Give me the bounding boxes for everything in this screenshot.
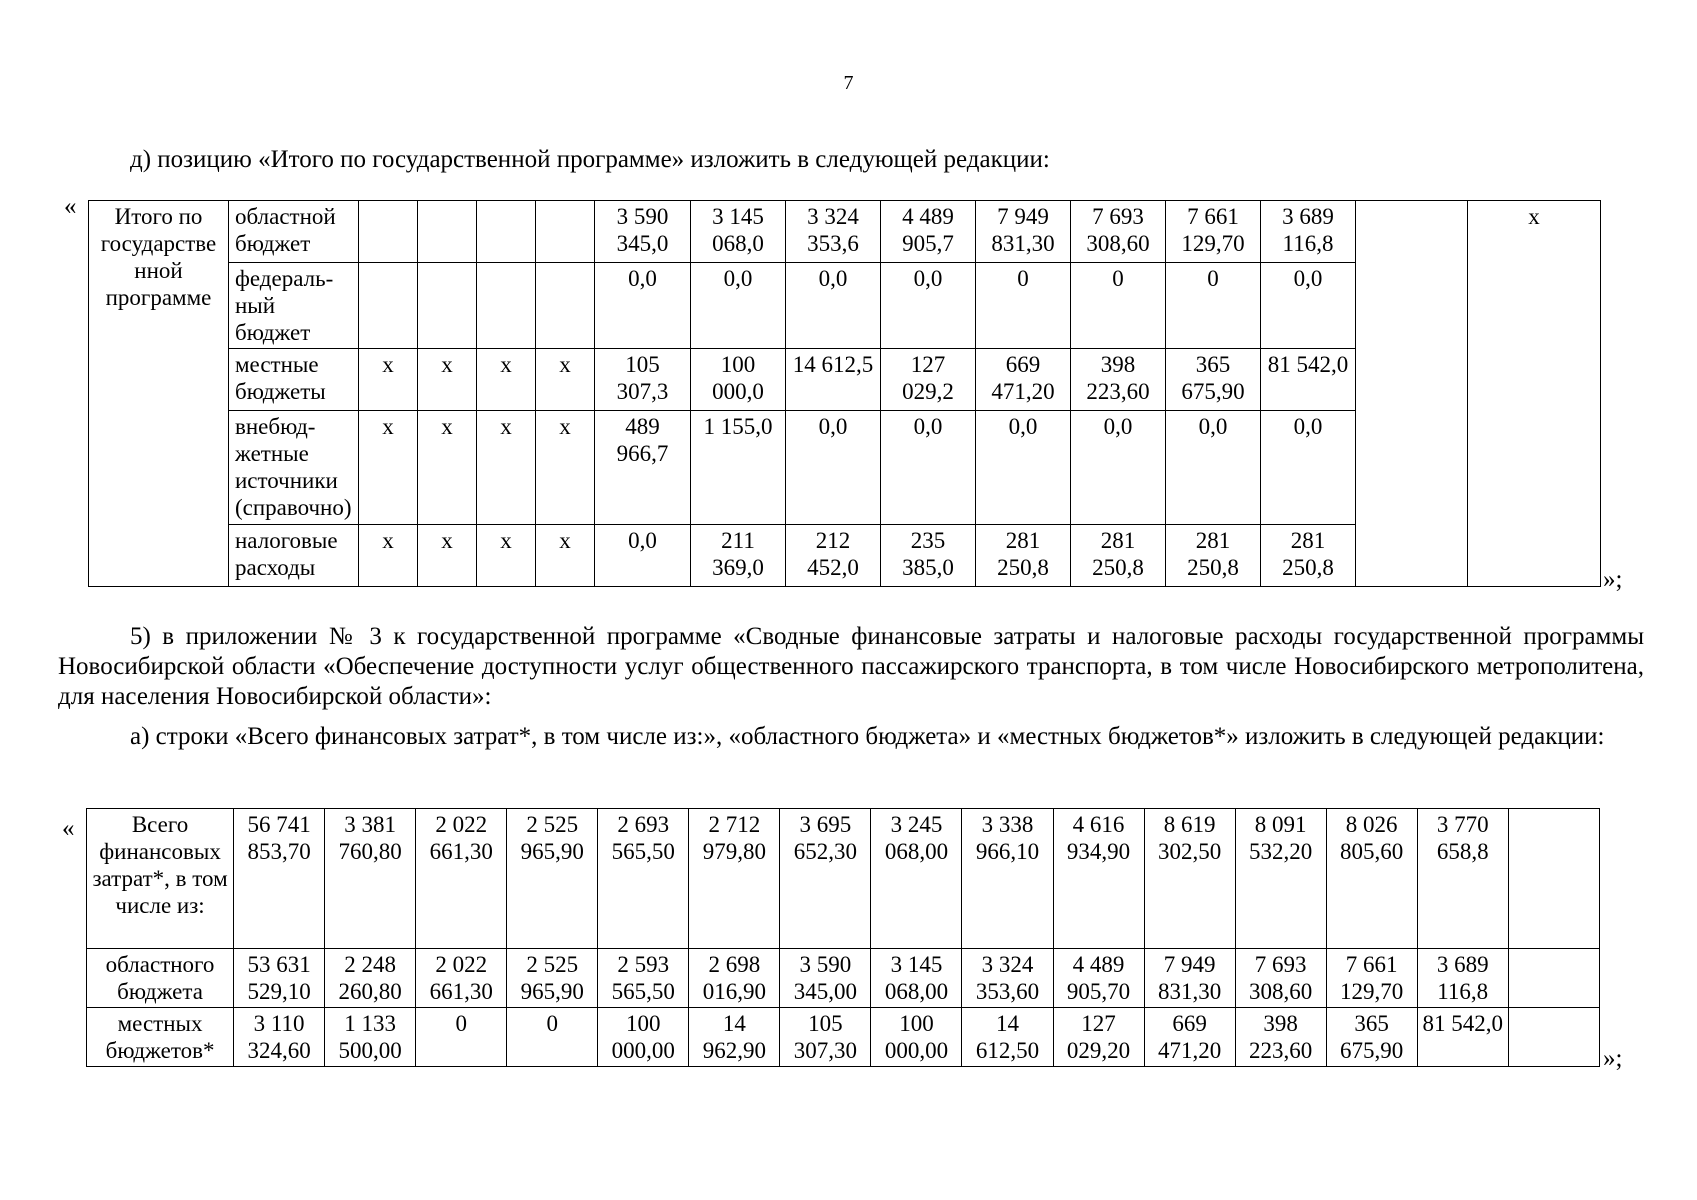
value-cell: 8 091 532,20: [1235, 809, 1326, 949]
value-cell: 1 155,0: [691, 411, 786, 525]
row-label-cell: Всего финансовых затрат*, в том числе из:: [87, 809, 234, 949]
value-cell: 100 000,0: [691, 349, 786, 411]
value-cell: 2 248 260,80: [325, 949, 416, 1008]
row-label-cell: областного бюджета: [87, 949, 234, 1008]
value-cell: 0,0: [786, 411, 881, 525]
value-cell: 14 612,5: [786, 349, 881, 411]
value-cell: 0,0: [595, 263, 691, 349]
value-cell: 0: [507, 1008, 598, 1067]
value-cell: 669 471,20: [976, 349, 1071, 411]
value-cell: 1 133 500,00: [325, 1008, 416, 1067]
value-cell: 7 949 831,30: [976, 201, 1071, 263]
mark-cell: х: [477, 411, 536, 525]
value-cell: 3 324 353,6: [786, 201, 881, 263]
value-cell: 56 741 853,70: [234, 809, 325, 949]
row-label-cell: местных бюджетов*: [87, 1008, 234, 1067]
value-cell: 3 590 345,0: [595, 201, 691, 263]
total-program-table: [88, 200, 1601, 587]
source-label-cell: налоговые расходы: [229, 525, 359, 587]
mark-cell: х: [418, 411, 477, 525]
value-cell: 0,0: [1166, 411, 1261, 525]
mark-cell: [359, 263, 418, 349]
value-cell: 2 698 016,90: [689, 949, 780, 1008]
value-cell: 3 145 068,00: [871, 949, 962, 1008]
mark-cell: [477, 263, 536, 349]
value-cell: 0: [1166, 263, 1261, 349]
value-cell: 3 689 116,8: [1261, 201, 1356, 263]
mark-cell: х: [536, 525, 595, 587]
value-cell: 3 381 760,80: [325, 809, 416, 949]
source-label-cell: местные бюджеты: [229, 349, 359, 411]
value-cell: 3 145 068,0: [691, 201, 786, 263]
value-cell: 211 369,0: [691, 525, 786, 587]
value-cell: 2 593 565,50: [598, 949, 689, 1008]
mark-cell: х: [359, 525, 418, 587]
value-cell: 8 026 805,60: [1326, 809, 1417, 949]
value-cell: 212 452,0: [786, 525, 881, 587]
value-cell: 81 542,0: [1261, 349, 1356, 411]
summary-costs-table: [86, 808, 1600, 1067]
mark-cell: [418, 263, 477, 349]
value-cell: 100 000,00: [871, 1008, 962, 1067]
value-cell: 127 029,2: [881, 349, 976, 411]
source-label-cell: областной бюджет: [229, 201, 359, 263]
value-cell: 7 661 129,70: [1326, 949, 1417, 1008]
value-cell: 8 619 302,50: [1144, 809, 1235, 949]
value-cell: 398 223,60: [1235, 1008, 1326, 1067]
value-cell: 0,0: [691, 263, 786, 349]
mark-cell: [359, 201, 418, 263]
value-cell: 0,0: [1261, 263, 1356, 349]
value-cell: 281 250,8: [1261, 525, 1356, 587]
value-cell: 669 471,20: [1144, 1008, 1235, 1067]
value-cell: 14 612,50: [962, 1008, 1053, 1067]
value-cell: 14 962,90: [689, 1008, 780, 1067]
mark-cell: х: [418, 349, 477, 411]
value-cell: 81 542,0: [1417, 1008, 1508, 1067]
mark-cell: х: [536, 349, 595, 411]
empty-cell: [1508, 809, 1599, 949]
value-cell: 3 245 068,00: [871, 809, 962, 949]
value-cell: 0: [976, 263, 1071, 349]
mark-cell: [536, 263, 595, 349]
value-cell: 0,0: [1071, 411, 1166, 525]
mark-cell: х: [359, 411, 418, 525]
value-cell: 53 631 529,10: [234, 949, 325, 1008]
value-cell: 2 022 661,30: [416, 949, 507, 1008]
value-cell: 4 616 934,90: [1053, 809, 1144, 949]
value-cell: 3 110 324,60: [234, 1008, 325, 1067]
value-cell: 7 949 831,30: [1144, 949, 1235, 1008]
value-cell: 0,0: [976, 411, 1071, 525]
value-cell: 398 223,60: [1071, 349, 1166, 411]
value-cell: 4 489 905,7: [881, 201, 976, 263]
value-cell: 4 489 905,70: [1053, 949, 1144, 1008]
source-label-cell: федераль-ный бюджет: [229, 263, 359, 349]
value-cell: 3 338 966,10: [962, 809, 1053, 949]
value-cell: 281 250,8: [1071, 525, 1166, 587]
value-cell: 2 525 965,90: [507, 949, 598, 1008]
value-cell: 7 693 308,60: [1235, 949, 1326, 1008]
mark-cell: [418, 201, 477, 263]
value-cell: 127 029,20: [1053, 1008, 1144, 1067]
table-row: [89, 201, 1601, 263]
value-cell: 0,0: [595, 525, 691, 587]
mark-cell: [536, 201, 595, 263]
table-row: [87, 949, 1600, 1008]
value-cell: 2 022 661,30: [416, 809, 507, 949]
value-cell: 100 000,00: [598, 1008, 689, 1067]
value-cell: 7 693 308,60: [1071, 201, 1166, 263]
paragraph-5: 5) в приложении № 3 к государственной программе «Сводные финансовые затраты и налоговые расходы государственной программы Новосибирской области «Обеспечение доступности услуг общественного пассажирского транспорта, в том числе Новосибирского метрополитена, для населения Новосибирской области»:: [58, 623, 1644, 710]
table-row: [87, 809, 1600, 949]
value-cell: 281 250,8: [1166, 525, 1261, 587]
quote-close-1: »;: [1603, 566, 1623, 593]
value-cell: 0,0: [881, 411, 976, 525]
quote-open-1: «: [64, 193, 77, 220]
value-cell: 3 695 652,30: [780, 809, 871, 949]
value-cell: 0,0: [786, 263, 881, 349]
table-row: [87, 1008, 1600, 1067]
value-cell: 2 693 565,50: [598, 809, 689, 949]
value-cell: 489 966,7: [595, 411, 691, 525]
row-header-cell: Итого по государстве нной программе: [89, 201, 229, 587]
mark-cell: х: [536, 411, 595, 525]
source-label-cell: внебюд-жетные источники (справочно): [229, 411, 359, 525]
mark-cell: х: [359, 349, 418, 411]
value-cell: 3 590 345,00: [780, 949, 871, 1008]
paragraph-a: а) строки «Всего финансовых затрат*, в том числе из:», «областного бюджета» и «местных бюджетов*» изложить в следующей редакции:: [130, 723, 1605, 750]
mark-cell: х: [477, 349, 536, 411]
value-cell: 105 307,30: [780, 1008, 871, 1067]
page-number: 7: [843, 72, 854, 94]
value-cell: 2 712 979,80: [689, 809, 780, 949]
mark-cell: [477, 201, 536, 263]
value-cell: 3 770 658,8: [1417, 809, 1508, 949]
value-cell: 365 675,90: [1166, 349, 1261, 411]
empty-cell: [1356, 201, 1468, 587]
quote-close-2: »;: [1603, 1045, 1623, 1072]
value-cell: 7 661 129,70: [1166, 201, 1261, 263]
mark-cell: х: [477, 525, 536, 587]
value-cell: 0: [416, 1008, 507, 1067]
empty-cell: [1508, 949, 1599, 1008]
quote-open-2: «: [62, 815, 75, 842]
value-cell: 365 675,90: [1326, 1008, 1417, 1067]
paragraph-d: д) позицию «Итого по государственной программе» изложить в следующей редакции:: [130, 146, 1050, 173]
mark-cell: х: [418, 525, 477, 587]
value-cell: 105 307,3: [595, 349, 691, 411]
value-cell: 0,0: [881, 263, 976, 349]
value-cell: 0: [1071, 263, 1166, 349]
value-cell: 235 385,0: [881, 525, 976, 587]
value-cell: 3 689 116,8: [1417, 949, 1508, 1008]
value-cell: 281 250,8: [976, 525, 1071, 587]
empty-cell: [1508, 1008, 1599, 1067]
mark-cell-last: х: [1468, 201, 1601, 587]
value-cell: 0,0: [1261, 411, 1356, 525]
value-cell: 3 324 353,60: [962, 949, 1053, 1008]
value-cell: 2 525 965,90: [507, 809, 598, 949]
